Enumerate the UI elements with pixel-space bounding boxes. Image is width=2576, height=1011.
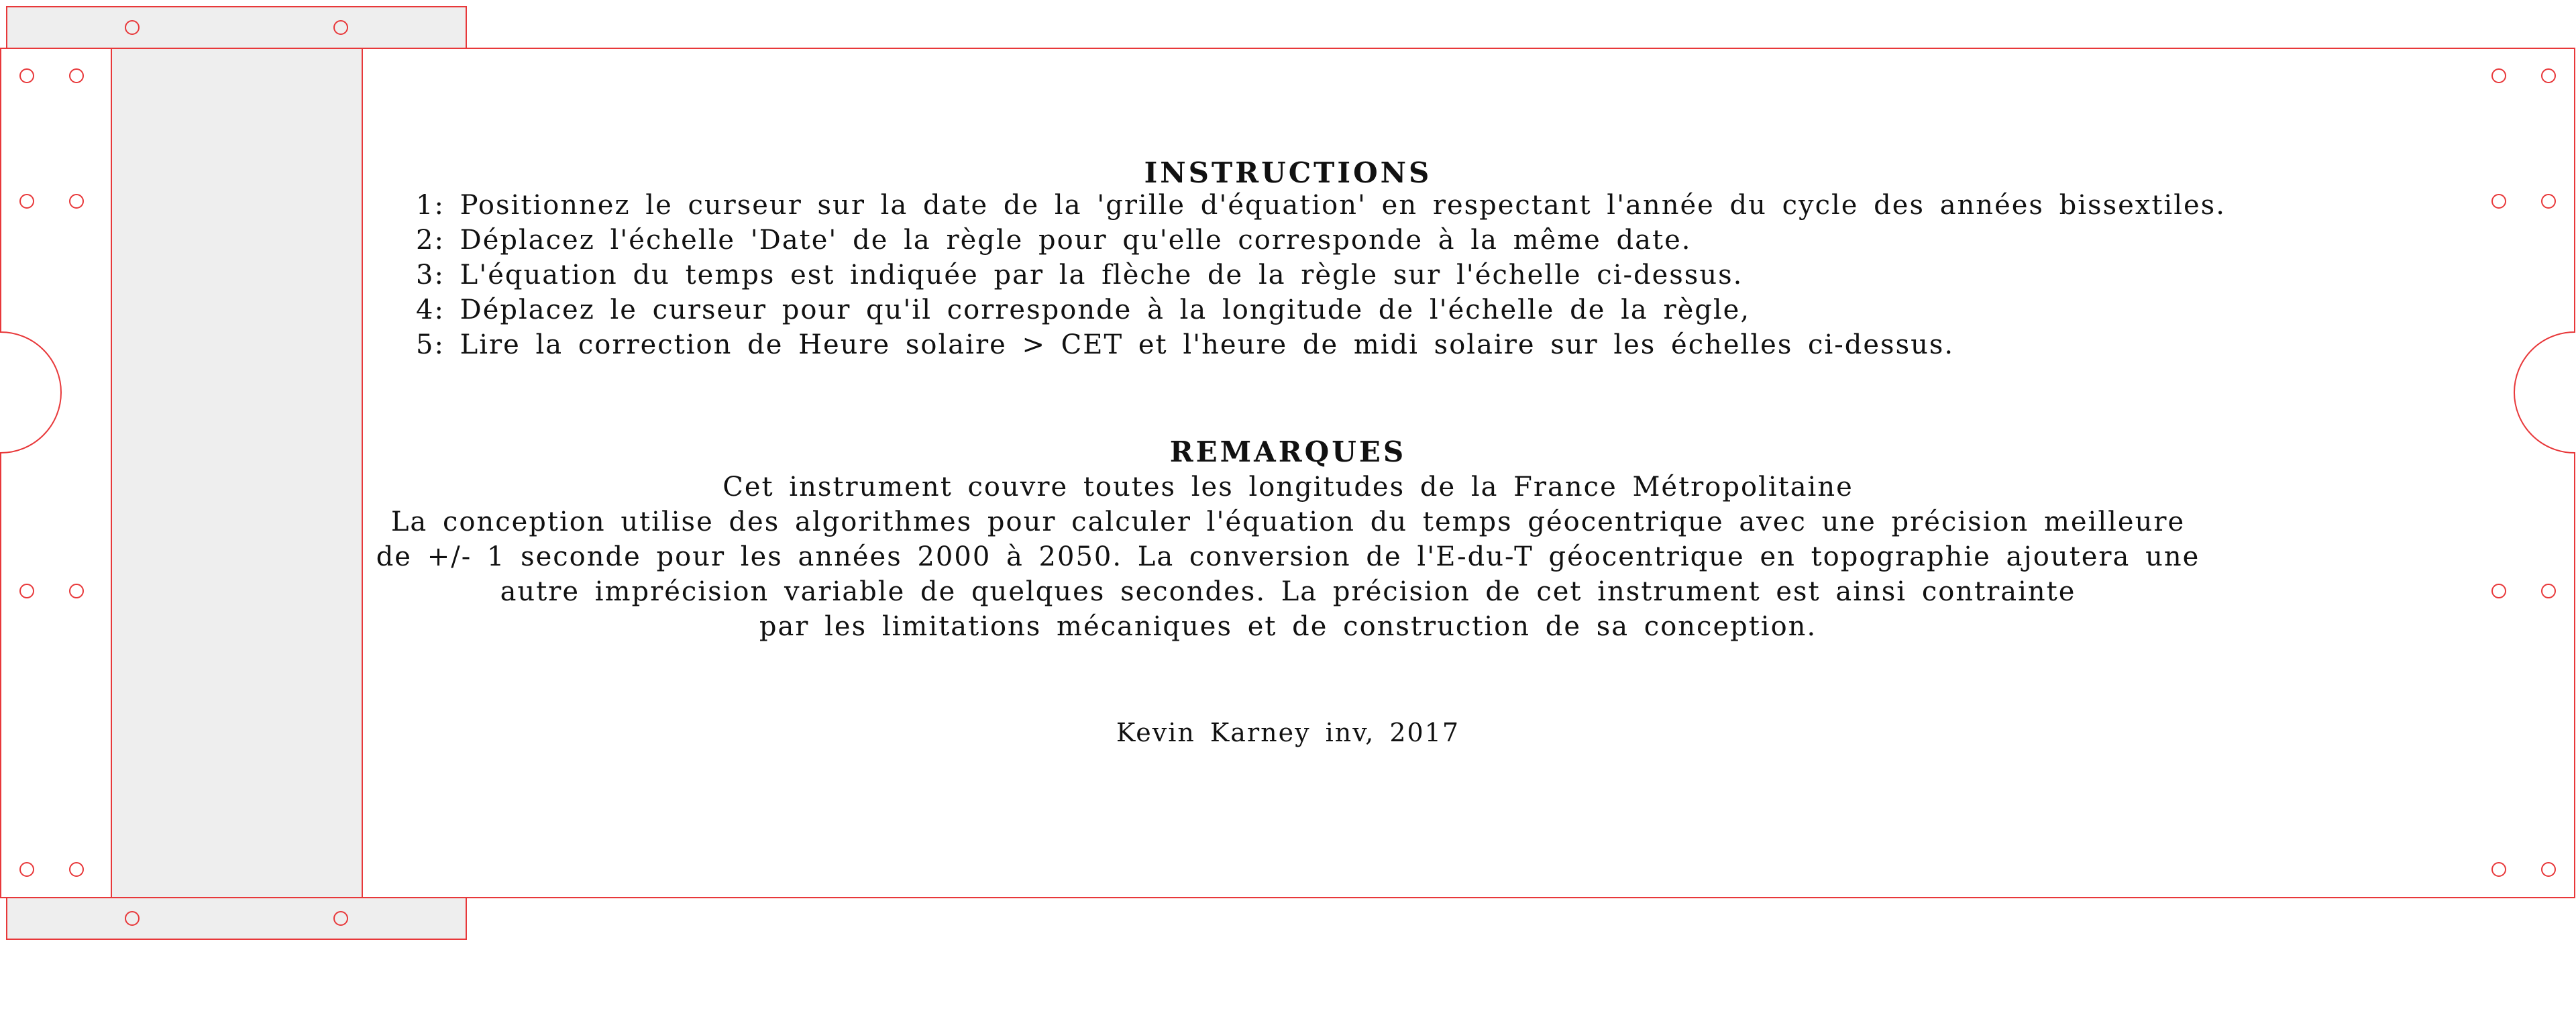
instruction-step: 2: Déplacez l'échelle 'Date' de la règle pour qu'elle corresponde à la même date.: [416, 225, 1692, 256]
instruction-step: 5: Lire la correction de Heure solaire > CET et l'heure de midi solaire sur les échelles ci-dessus.: [416, 329, 1955, 360]
top-tab: [7, 7, 466, 48]
instructions-list: [416, 188, 2227, 362]
instructions-heading: INSTRUCTIONS: [1144, 156, 1432, 189]
remark-line: autre imprécision variable de quelques secondes. La précision de cet instrument est ainsi contrainte: [500, 576, 2076, 607]
slider-slot: [111, 48, 362, 898]
remark-line: La conception utilise des algorithmes pour calculer l'équation du temps géocentrique avec une précision meilleure: [390, 507, 2186, 537]
instruction-step: 3: L'équation du temps est indiquée par la flèche de la règle sur l'échelle ci-dessus.: [416, 260, 1743, 290]
remark-line: par les limitations mécaniques et de construction de sa conception.: [759, 611, 1817, 642]
signature: Kevin Karney inv, 2017: [1116, 718, 1460, 747]
instruction-step: 4: Déplacez le curseur pour qu'il corresponde à la longitude de l'échelle de la règle,: [416, 295, 1751, 325]
remark-line: Cet instrument couvre toutes les longitudes de la France Métropolitaine: [722, 472, 1854, 502]
remark-line: de +/- 1 seconde pour les années 2000 à 2050. La conversion de l'E-du-T géocentrique en topographie ajoutera une: [376, 541, 2200, 572]
remarks-heading: REMARQUES: [1169, 435, 1407, 468]
instruction-step: 1: Positionnez le curseur sur la date de la 'grille d'équation' en respectant l'année du cycle des années bissextiles.: [416, 190, 2226, 221]
remarks-block: [362, 470, 2214, 644]
bottom-tab: [7, 898, 466, 939]
